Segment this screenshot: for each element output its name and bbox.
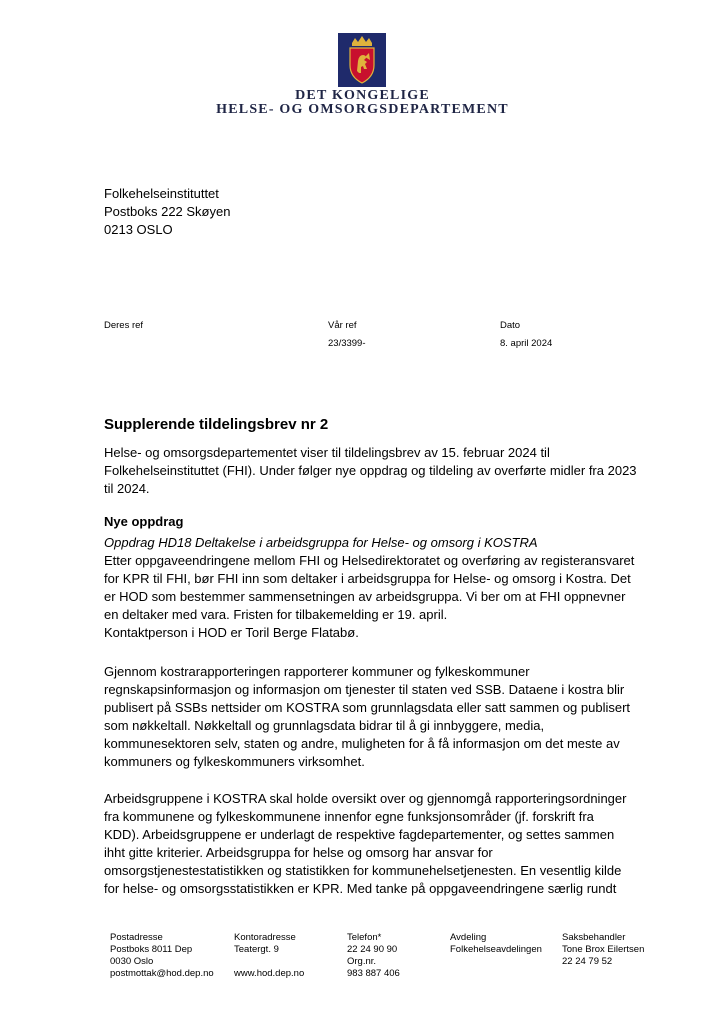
- var-ref-label: Vår ref: [328, 320, 357, 331]
- text-line: ihht gitte kriterier. Arbeidsgruppa for helse og omsorg har ansvar for: [104, 845, 493, 860]
- text-line: er HOD som bestemmer sammensetningen av arbeidsgruppa. Vi ber om at FHI oppnevner: [104, 589, 626, 604]
- footer-saksbehandler: [562, 932, 644, 968]
- assignment-subheading: Oppdrag HD18 Deltakelse i arbeidsgruppa for Helse- og omsorg i KOSTRA: [104, 535, 538, 550]
- paragraph-2: [104, 663, 664, 771]
- coat-of-arms-lion-icon: [338, 33, 386, 87]
- text-line: omsorgstjenestestatistikken og statistikken for kommunehelsetjenesten. En vesentlig kilde: [104, 863, 622, 878]
- footer-value: 22 24 90 90: [347, 944, 398, 955]
- dato-value: 8. april 2024: [500, 338, 553, 349]
- text-line: for helse- og omsorgsstatistikken er KPR. Med tanke på oppgaveendringene særlig rundt: [104, 881, 617, 896]
- recipient-postal: 0213 OSLO: [104, 222, 173, 237]
- footer-value: Postboks 8011 Dep: [110, 944, 193, 955]
- intro-line: Helse- og omsorgsdepartementet viser til tildelingsbrev av 15. februar 2024 til: [104, 445, 550, 460]
- footer-avdeling: [450, 932, 542, 956]
- recipient-street: Postboks 222 Skøyen: [104, 204, 231, 219]
- footer-telefon: [347, 932, 400, 980]
- intro-paragraph: [104, 444, 664, 498]
- paragraph-1: [104, 552, 664, 642]
- footer-value: 0030 Oslo: [110, 956, 154, 967]
- intro-line: Folkehelseinstituttet (FHI). Under følger nye oppdrag og tildeling av overførte midler fra 2023: [104, 463, 637, 478]
- footer-postadresse: [110, 932, 214, 980]
- paragraph-3: [104, 790, 664, 898]
- footer-value: Teatergt. 9: [234, 944, 279, 955]
- recipient-name: Folkehelseinstituttet: [104, 186, 219, 201]
- var-ref-value: 23/3399-: [328, 338, 366, 349]
- footer-value: 983 887 406: [347, 968, 400, 979]
- footer-value: 22 24 79 52: [562, 956, 613, 967]
- footer-email-link[interactable]: postmottak@hod.dep.no: [110, 968, 214, 979]
- footer-label: Org.nr.: [347, 956, 377, 967]
- footer-label: Saksbehandler: [562, 932, 626, 943]
- text-line: Etter oppgaveendringene mellom FHI og Helsedirektoratet og overføring av registeransvaret: [104, 553, 635, 568]
- text-line: regnskapsinformasjon og informasjon om tjenester til staten ved SSB. Dataene i kostra blir: [104, 682, 625, 697]
- section-heading: Nye oppdrag: [104, 514, 184, 529]
- text-line: kommuners og fylkeskommuners virksomhet.: [104, 754, 365, 769]
- footer-spacer: [234, 956, 304, 968]
- text-line: Gjennom kostrarapporteringen rapporterer kommuner og fylkeskommuner: [104, 664, 530, 679]
- footer-website-link[interactable]: www.hod.dep.no: [234, 968, 305, 979]
- text-line: fra kommunene og fylkeskommunene innenfor egne funksjonsområder (jf. forskrift fra: [104, 809, 594, 824]
- footer-label: Kontoradresse: [234, 932, 296, 943]
- deres-ref-label: Deres ref: [104, 320, 144, 331]
- text-line: for KPR til FHI, bør FHI inn som deltaker i arbeidsgruppa for Helse- og omsorg i Kostra. Det: [104, 571, 631, 586]
- footer-value: Tone Brox Eilertsen: [562, 944, 645, 955]
- dato-label: Dato: [500, 320, 521, 331]
- footer-kontoradresse: [234, 932, 304, 980]
- footer-label: Postadresse: [110, 932, 163, 943]
- text-line: Kontaktperson i HOD er Toril Berge Flatabø.: [104, 625, 359, 640]
- footer-label: Telefon*: [347, 932, 382, 943]
- text-line: KDD). Arbeidsgruppene er underlagt de respektive fagdepartementer, og settes sammen: [104, 827, 615, 842]
- intro-line: til 2024.: [104, 481, 150, 496]
- department-name-line2: HELSE- OG OMSORGSDEPARTEMENT: [216, 102, 509, 117]
- text-line: kommunesektoren selv, staten og andre, muligheten for å få informasjon om det meste av: [104, 736, 620, 751]
- department-name-line1: DET KONGELIGE: [295, 88, 430, 103]
- text-line: en deltaker med vara. Fristen for tilbakemelding er 19. april.: [104, 607, 448, 622]
- footer-value: Folkehelseavdelingen: [450, 944, 542, 955]
- footer-label: Avdeling: [450, 932, 487, 943]
- text-line: Arbeidsgruppene i KOSTRA skal holde oversikt over og gjennomgå rapporteringsordninger: [104, 791, 627, 806]
- text-line: som nøkkeltall. Nøkkeltall og grunnlagsdata bidrar til å gi innbyggere, media,: [104, 718, 545, 733]
- letter-title: Supplerende tildelingsbrev nr 2: [104, 416, 329, 433]
- text-line: publisert på SSBs nettsider om KOSTRA som grunnlagsdata eller satt sammen og publisert: [104, 700, 631, 715]
